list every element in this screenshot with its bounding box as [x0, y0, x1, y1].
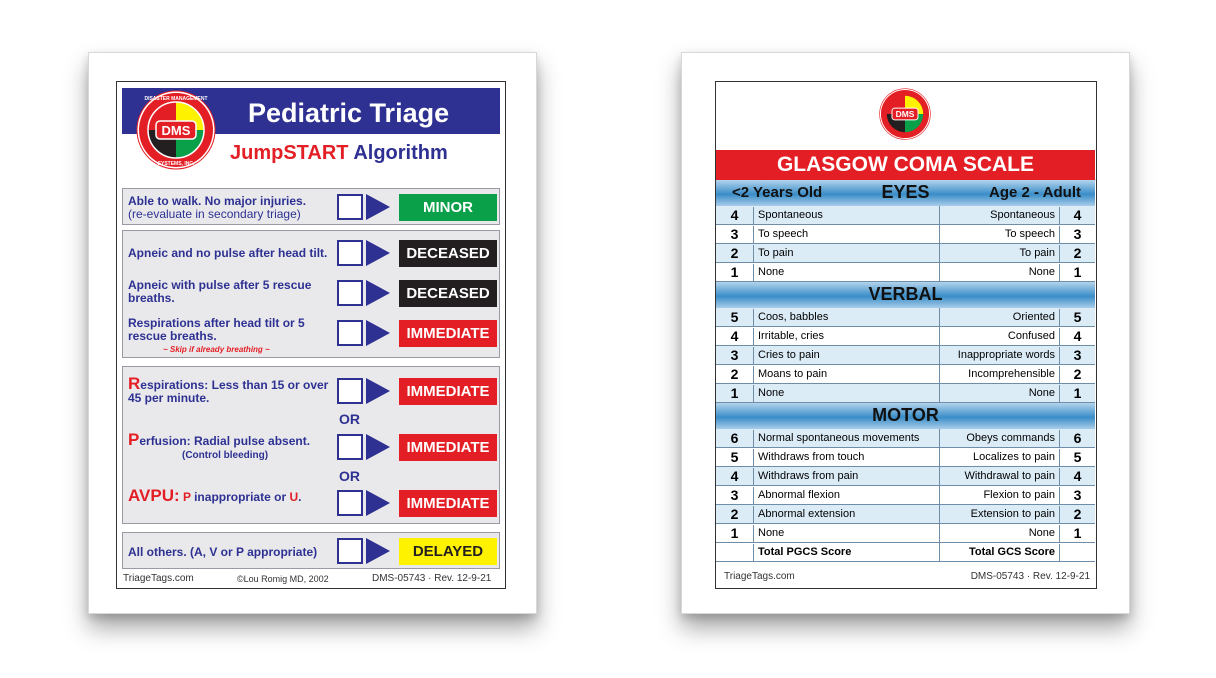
triage-checkbox[interactable]: [337, 538, 363, 564]
triage-checkbox[interactable]: [337, 280, 363, 306]
response-pediatric: Withdraws from touch: [758, 451, 865, 463]
response-pediatric: None: [758, 266, 785, 278]
score-pediatric: 5: [716, 449, 754, 467]
response-adult: Flexion to pain: [983, 489, 1055, 501]
response-adult: None: [1028, 527, 1055, 539]
skip-note: ~ Skip if already breathing ~: [163, 345, 270, 354]
column-divider: [939, 365, 940, 384]
response-adult: Withdrawal to pain: [964, 470, 1055, 482]
glasgow-coma-scale-card: [681, 52, 1130, 614]
category-tag-immediate: IMMEDIATE: [399, 320, 497, 347]
triage-row-avpu: [123, 487, 501, 519]
triage-checkbox[interactable]: [337, 320, 363, 346]
response-adult: None: [1028, 387, 1055, 399]
column-divider: [939, 244, 940, 263]
table-row: [716, 327, 1095, 346]
total-pgcs-label: Total PGCS Score: [758, 546, 852, 558]
section-band-verbal: [716, 282, 1095, 308]
category-tag-minor: MINOR: [399, 194, 497, 221]
triage-row-delayed: [123, 537, 501, 565]
score-pediatric: 4: [716, 207, 754, 225]
arrow-right-icon: [366, 320, 390, 346]
header-adult: Age 2 - Adult: [989, 184, 1081, 201]
response-pediatric: To pain: [758, 247, 794, 259]
arrow-right-icon: [366, 378, 390, 404]
triage-row-deceased-1: [123, 237, 501, 267]
triage-checkbox[interactable]: [337, 194, 363, 220]
score-adult: 1: [1059, 525, 1095, 543]
footer-code: DMS-05743 · Rev. 12-9-21: [372, 573, 492, 584]
table-row: [716, 263, 1095, 282]
row-text: Apneic and no pulse after head tilt.: [128, 246, 328, 260]
section-name: EYES: [881, 182, 930, 202]
or-label: OR: [339, 468, 360, 484]
triage-row-respirations: [123, 375, 501, 407]
arrow-right-icon: [366, 490, 390, 516]
category-tag-immediate: IMMEDIATE: [399, 434, 497, 461]
footer-copyright: ©Lou Romig MD, 2002: [237, 574, 329, 584]
section-band-eyes: [716, 180, 1095, 206]
triage-checkbox[interactable]: [337, 434, 363, 460]
response-pediatric: Spontaneous: [758, 209, 823, 221]
category-tag-immediate: IMMEDIATE: [399, 378, 497, 405]
category-tag-delayed: DELAYED: [399, 538, 497, 565]
score-adult: 4: [1059, 328, 1095, 346]
column-divider: [939, 486, 940, 505]
score-pediatric-blank: [716, 544, 754, 562]
score-pediatric: 1: [716, 264, 754, 282]
column-divider: [939, 206, 940, 225]
score-adult: 3: [1059, 226, 1095, 244]
response-adult: None: [1028, 266, 1055, 278]
table-row: [716, 384, 1095, 403]
response-adult: Spontaneous: [990, 209, 1055, 221]
logo-text: DMS: [895, 109, 915, 120]
footer-site: TriageTags.com: [123, 573, 194, 584]
triage-card-frame: [116, 81, 506, 589]
section-name: VERBAL: [868, 284, 943, 304]
page-title: Pediatric Triage: [248, 98, 450, 128]
table-row: [716, 244, 1095, 263]
score-pediatric: 6: [716, 430, 754, 448]
response-pediatric: Moans to pain: [758, 368, 828, 380]
score-adult: 3: [1059, 487, 1095, 505]
column-divider: [939, 308, 940, 327]
response-pediatric: Coos, babbles: [758, 311, 829, 323]
column-divider: [939, 384, 940, 403]
dms-logo: [879, 88, 931, 140]
row-text: All others. (A, V or P appropriate): [128, 545, 318, 559]
response-pediatric: Abnormal extension: [758, 508, 856, 520]
response-adult: Obeys commands: [966, 432, 1055, 444]
score-adult: 3: [1059, 347, 1095, 365]
arrow-right-icon: [366, 280, 390, 306]
column-divider: [939, 543, 940, 562]
response-adult: Incomprehensible: [968, 368, 1055, 380]
table-row: [716, 308, 1095, 327]
subtitle-algorithm: Algorithm: [348, 142, 448, 164]
response-adult: To pain: [1019, 247, 1055, 259]
table-row: [716, 365, 1095, 384]
response-pediatric: Normal spontaneous movements: [758, 432, 920, 444]
column-divider: [939, 429, 940, 448]
score-pediatric: 1: [716, 525, 754, 543]
category-tag-immediate: IMMEDIATE: [399, 490, 497, 517]
response-pediatric: None: [758, 527, 785, 539]
category-tag-deceased: DECEASED: [399, 240, 497, 267]
score-adult: 4: [1059, 207, 1095, 225]
score-adult: 2: [1059, 366, 1095, 384]
score-pediatric: 3: [716, 487, 754, 505]
section-ambulatory: [122, 188, 500, 225]
table-row: [716, 448, 1095, 467]
or-label: OR: [339, 411, 360, 427]
score-pediatric: 1: [716, 385, 754, 403]
column-divider: [939, 505, 940, 524]
triage-checkbox[interactable]: [337, 490, 363, 516]
subtitle: [230, 142, 448, 165]
row-text: Respirations: Less than 15 or over 45 per minute.: [128, 374, 329, 405]
score-adult: 1: [1059, 264, 1095, 282]
score-pediatric: 4: [716, 328, 754, 346]
arrow-right-icon: [366, 538, 390, 564]
footer-site: TriageTags.com: [724, 571, 795, 582]
row-text: Able to walk. No major injuries. (re-evaluate in secondary triage): [128, 194, 307, 221]
score-pediatric: 3: [716, 226, 754, 244]
column-divider: [939, 467, 940, 486]
table-row: [716, 467, 1095, 486]
footer-code: DMS-05743 · Rev. 12-9-21: [970, 571, 1090, 582]
section-band-motor: [716, 403, 1095, 429]
arrow-right-icon: [366, 434, 390, 460]
logo-ring-bottom: SYSTEMS, INC.: [157, 161, 195, 167]
score-adult: 5: [1059, 449, 1095, 467]
score-adult-blank: [1059, 544, 1095, 562]
triage-row-deceased-2: [123, 277, 501, 307]
response-adult: Oriented: [1012, 311, 1055, 323]
category-tag-deceased: DECEASED: [399, 280, 497, 307]
score-pediatric: 2: [716, 506, 754, 524]
gcs-card-frame: [715, 81, 1097, 589]
column-divider: [939, 346, 940, 365]
score-pediatric: 2: [716, 245, 754, 263]
row-text: AVPU: P inappropriate or U.: [128, 486, 302, 505]
arrow-right-icon: [366, 194, 390, 220]
response-adult: Inappropriate words: [957, 349, 1055, 361]
response-adult: To speech: [1004, 228, 1055, 240]
column-divider: [939, 524, 940, 543]
response-pediatric: Irritable, cries: [758, 330, 825, 342]
table-row: [716, 206, 1095, 225]
response-adult: Confused: [1007, 330, 1055, 342]
score-pediatric: 3: [716, 347, 754, 365]
table-row: [716, 524, 1095, 543]
subtitle-jumpstart: JumpSTART: [230, 142, 349, 164]
logo-ring-top: DISASTER MANAGEMENT: [144, 96, 208, 102]
triage-row-perfusion: [123, 431, 501, 463]
column-divider: [939, 327, 940, 346]
score-adult: 2: [1059, 245, 1095, 263]
response-pediatric: None: [758, 387, 785, 399]
triage-checkbox[interactable]: [337, 240, 363, 266]
score-adult: 4: [1059, 468, 1095, 486]
row-text: Apneic with pulse after 5 rescue breaths.: [128, 278, 312, 305]
row-text: Respirations after head tilt or 5 rescue breaths.: [128, 316, 305, 343]
logo-text: DMS: [161, 123, 191, 138]
triage-row-minor: [123, 193, 501, 221]
column-divider: [939, 263, 940, 282]
triage-header: [122, 88, 500, 168]
table-row: [716, 225, 1095, 244]
score-pediatric: 5: [716, 309, 754, 327]
header-pediatric: <2 Years Old: [732, 184, 823, 201]
row-text: Perfusion: Radial pulse absent. (Control bleeding): [128, 430, 311, 461]
arrow-right-icon: [366, 240, 390, 266]
column-divider: [939, 448, 940, 467]
column-divider: [939, 225, 940, 244]
pediatric-triage-card: [88, 52, 537, 614]
response-adult: Extension to pain: [970, 508, 1055, 520]
triage-checkbox[interactable]: [337, 378, 363, 404]
table-row: [716, 486, 1095, 505]
table-row: [716, 346, 1095, 365]
dms-logo: [136, 90, 216, 170]
response-pediatric: Withdraws from pain: [758, 470, 859, 482]
table-row: [716, 505, 1095, 524]
table-row: [716, 429, 1095, 448]
response-pediatric: Abnormal flexion: [758, 489, 840, 501]
response-pediatric: To speech: [758, 228, 809, 240]
response-adult: Localizes to pain: [973, 451, 1055, 463]
score-adult: 1: [1059, 385, 1095, 403]
score-adult: 5: [1059, 309, 1095, 327]
response-pediatric: Cries to pain: [758, 349, 820, 361]
total-gcs-label: Total GCS Score: [969, 546, 1055, 558]
section-name: MOTOR: [872, 405, 939, 425]
section-rpm: [122, 366, 500, 524]
score-adult: 6: [1059, 430, 1095, 448]
gcs-title: GLASGOW COMA SCALE: [716, 150, 1095, 180]
totals-row: [716, 543, 1095, 562]
score-pediatric: 4: [716, 468, 754, 486]
section-others: [122, 532, 500, 569]
triage-row-immediate-breaths: [123, 317, 501, 355]
score-adult: 2: [1059, 506, 1095, 524]
section-apneic: [122, 230, 500, 358]
score-pediatric: 2: [716, 366, 754, 384]
